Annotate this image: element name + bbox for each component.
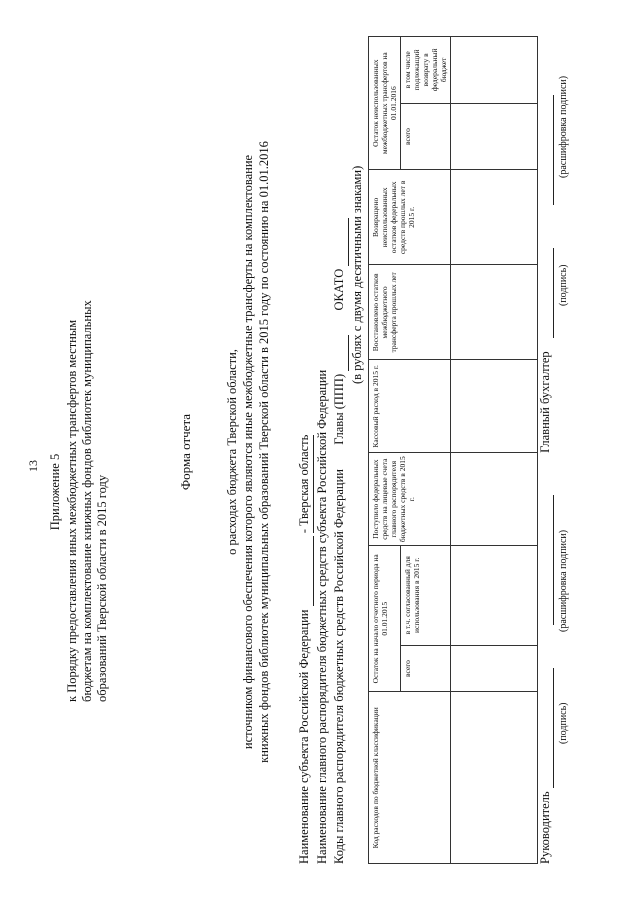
col-end-incl-header: в том числе подлежащий возврату в федеральный бюджет <box>401 37 451 104</box>
appendix-block <box>48 282 110 702</box>
col-received-header: Поступило федеральных средств на лицевые счета главного распорядителя бюджетных средств в 2015 г. <box>369 453 451 546</box>
table-cell <box>451 453 538 546</box>
appendix-text: к Порядку предоставления иных межбюджетных трансфертов местным бюджетам на комплектование книжных фондов библиотек муниципальных образований Тверской области в 2015 году <box>65 300 109 702</box>
table-header-row <box>369 37 401 864</box>
chief-accountant-label: Главный бухгалтер <box>538 351 552 453</box>
head-label: Руководитель <box>538 791 552 864</box>
report-title <box>224 52 272 852</box>
table-cell <box>451 645 538 692</box>
main-manager-label: Наименование главного распорядителя бюджетных средств субъекта Российской Федерации <box>315 369 329 864</box>
col-start-incl-header: в т.ч. согласованный для использования в 2015 г. <box>401 546 451 645</box>
table-cell <box>451 692 538 864</box>
table-cell <box>451 170 538 265</box>
col-start-balance-header: Остаток на начало отчетного периода на 01.01.2015 <box>369 546 401 692</box>
main-manager-row <box>314 44 331 864</box>
chapter-blank <box>331 335 349 371</box>
subject-name-label: Наименование субъекта Российской Федерации <box>297 609 311 864</box>
subject-name-value: - Тверская область <box>296 435 314 534</box>
col-restored-header: Восстановлено остатков межбюджетного трансферта прошлых лет <box>369 265 451 360</box>
accountant-signature-line <box>538 248 554 338</box>
accountant-signature-caption: (подпись) <box>558 264 569 306</box>
col-code-header: Код расходов по бюджетной классификации <box>369 692 451 864</box>
subject-name-row <box>296 44 314 864</box>
table-cell <box>451 103 538 170</box>
units-note: (в рублях с двумя десятичными знаками) <box>350 165 364 384</box>
table-cell <box>451 265 538 360</box>
table-cell <box>451 360 538 453</box>
report-title-line-3: книжных фондов библиотек муниципальных образований Тверской области в 2015 году по состоянию на 01.01.2016 <box>257 141 271 763</box>
table-cell <box>451 37 538 104</box>
report-title-line-2: источником финансового обеспечения которого являются иные межбюджетные трансферты на комплектование <box>241 154 255 750</box>
head-name-line <box>538 495 554 625</box>
header-fields <box>296 44 349 864</box>
table-row <box>451 37 538 864</box>
okato-blank <box>331 218 349 266</box>
head-signature-line <box>538 668 554 788</box>
accountant-name-line <box>538 95 554 205</box>
col-returned-header: Возвращено неиспользованных остатков федеральных средств прошлых лет в 2015 г. <box>369 170 451 265</box>
report-title-line-1: о расходах бюджета Тверской области, <box>225 349 239 555</box>
col-end-balance-header: Остаток неиспользованных межбюджетных трансфертов на 01.01.2016 <box>369 37 401 170</box>
report-table <box>368 36 538 864</box>
rotated-content <box>10 12 630 892</box>
okato-label: ОКАТО <box>332 268 346 311</box>
head-name-caption: (расшифровка подписи) <box>558 529 569 632</box>
col-start-total-header: всего <box>401 645 451 692</box>
chapter-label: Главы (ППП) <box>332 373 346 445</box>
form-title: Форма отчета <box>178 413 193 491</box>
appendix-title: Приложение 5 <box>48 453 62 531</box>
col-cash-header: Кассовый расход в 2015 г. <box>369 360 451 453</box>
table-cell <box>451 546 538 645</box>
accountant-name-caption: (расшифровка подписи) <box>558 75 569 178</box>
page-number: 13 <box>26 460 40 472</box>
head-signature-caption: (подпись) <box>558 702 569 744</box>
codes-row <box>331 44 349 864</box>
codes-label: Коды главного распорядителя бюджетных средств Российской Федерации <box>332 469 346 864</box>
signatures-block <box>538 34 569 864</box>
subject-name-blank <box>296 536 314 606</box>
col-end-total-header: всего <box>401 103 451 170</box>
